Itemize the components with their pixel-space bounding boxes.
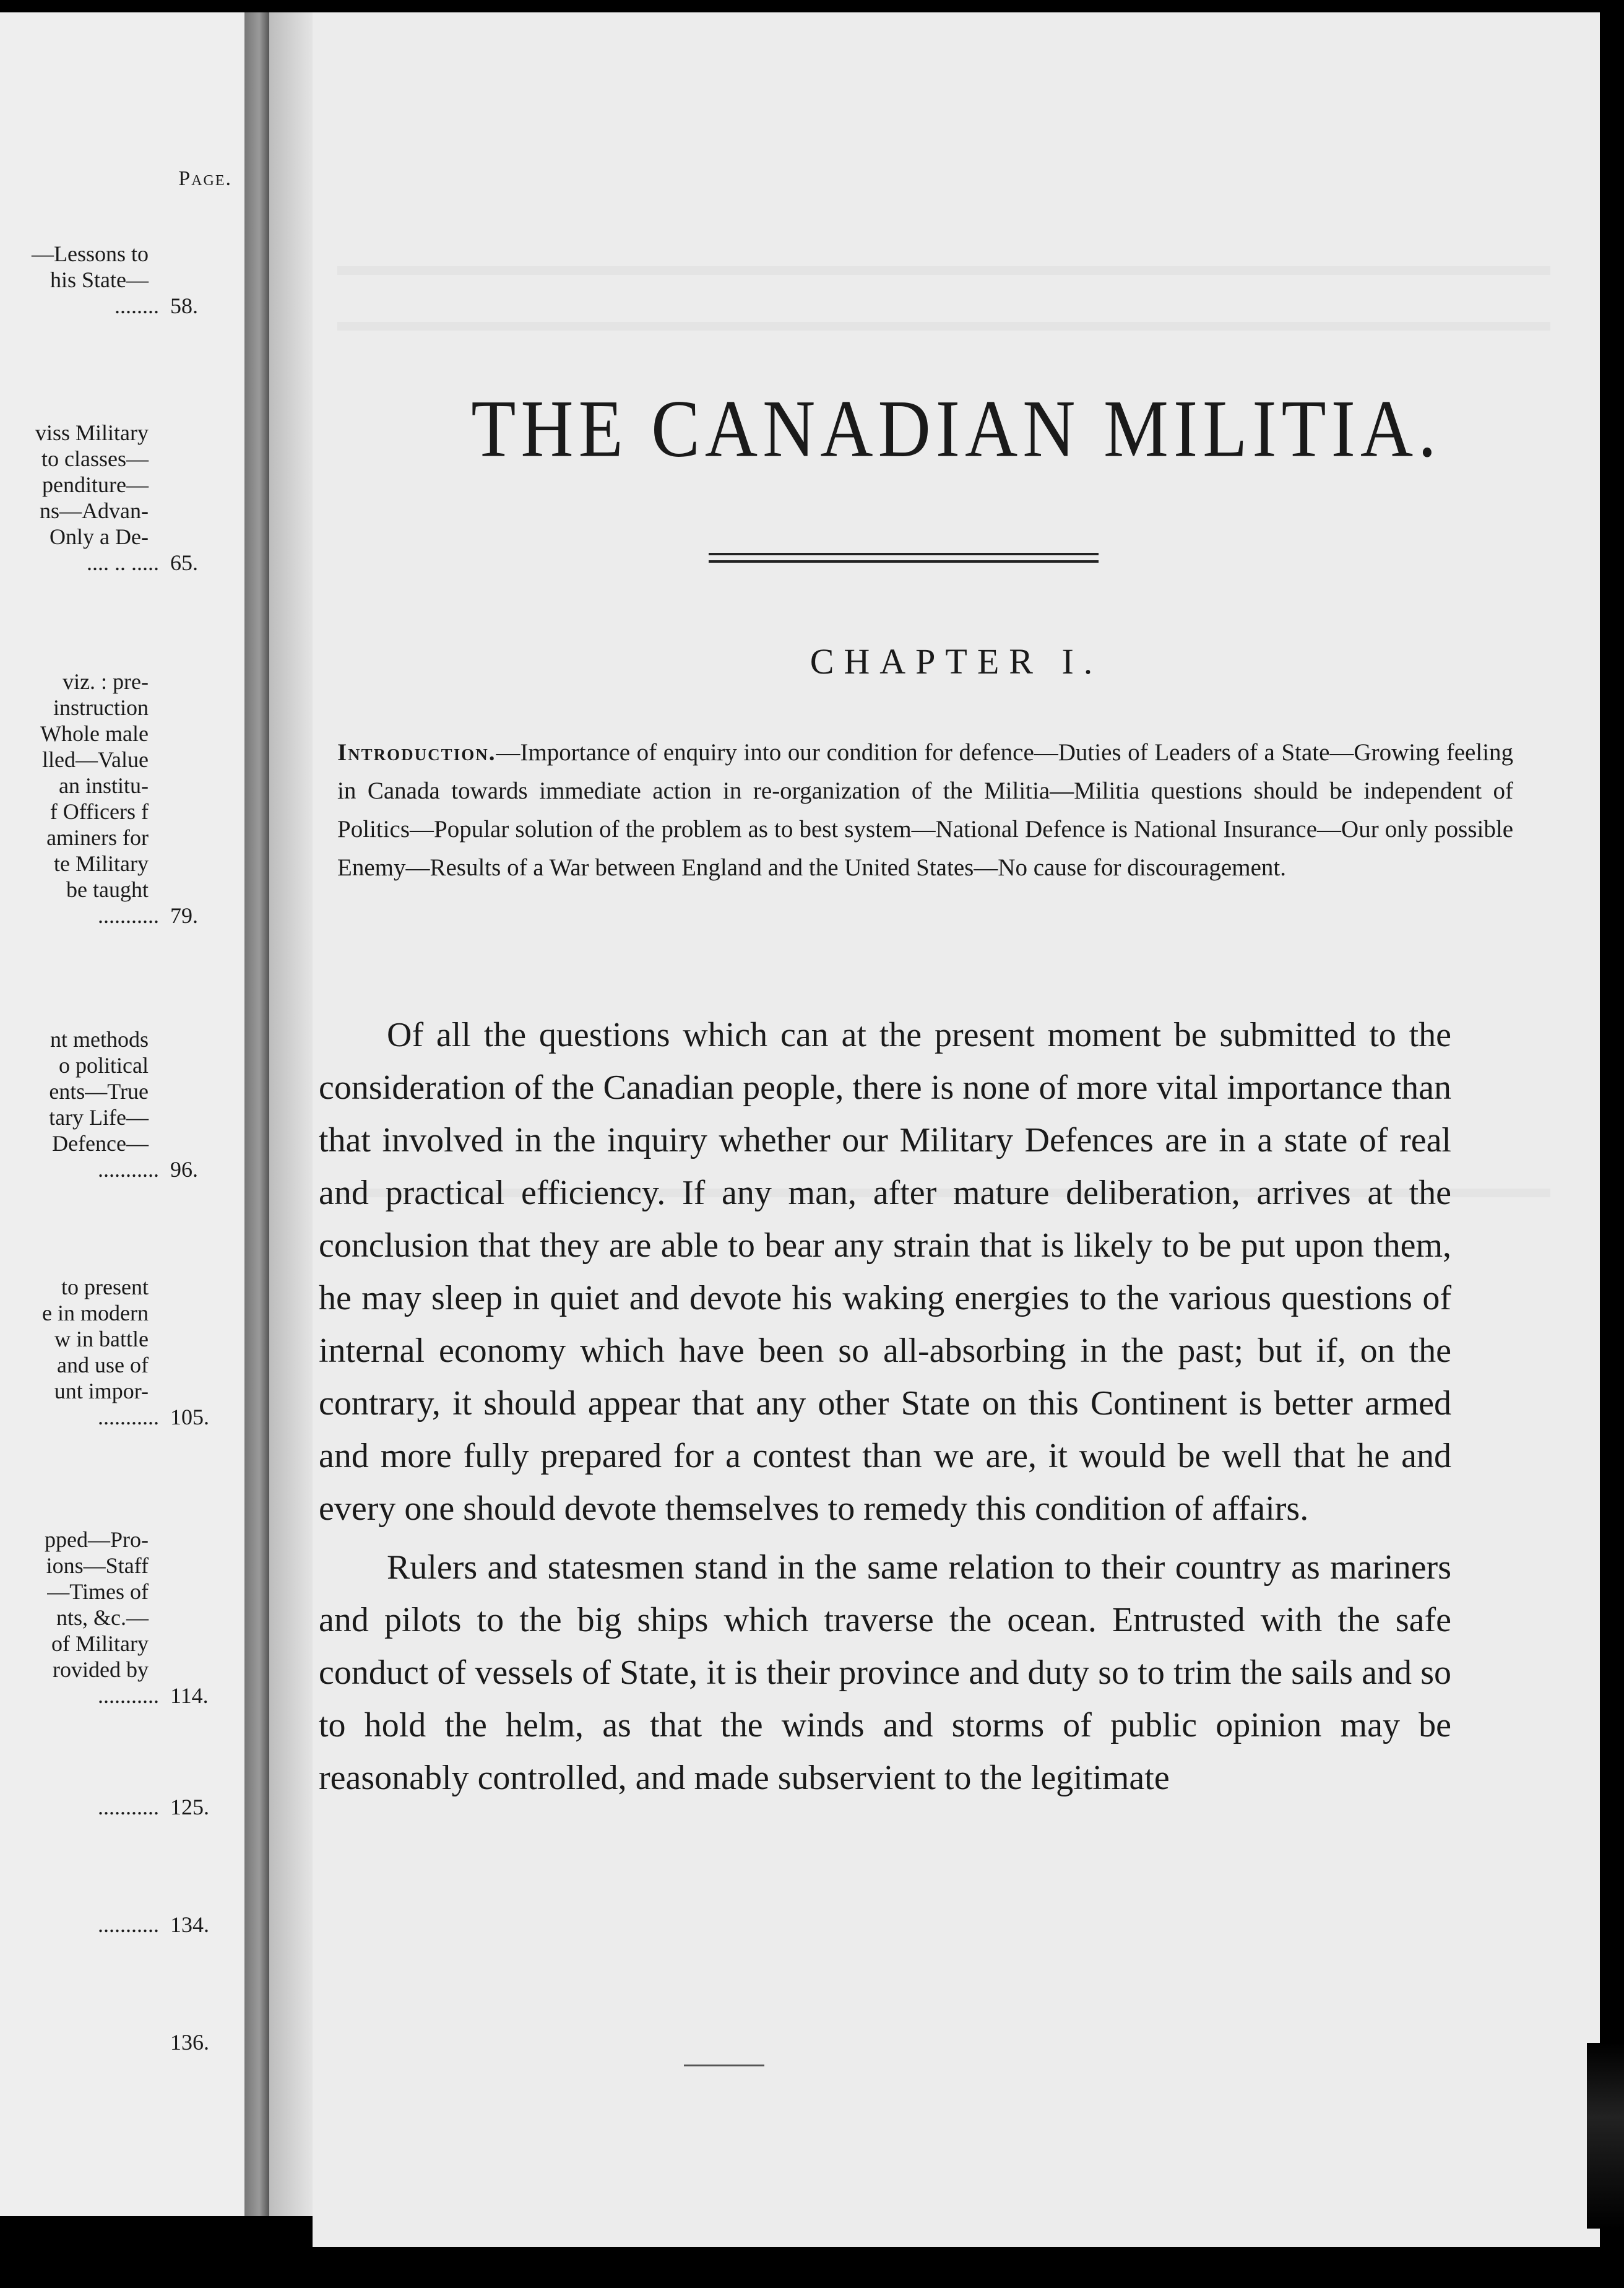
toc-page-number: 125. bbox=[170, 1795, 209, 1819]
toc-line: Only a De- bbox=[50, 524, 149, 549]
page-title: THE CANADIAN MILITIA. bbox=[471, 383, 1441, 474]
title-rule bbox=[709, 560, 1099, 563]
toc-line: rovided by bbox=[53, 1657, 149, 1682]
toc-line: instruction bbox=[53, 695, 149, 720]
toc-page-number: 105. bbox=[170, 1405, 209, 1429]
toc-line: viz. : pre- bbox=[63, 669, 149, 694]
toc-leader-row bbox=[49, 1156, 244, 1182]
toc-page-number: 58. bbox=[170, 293, 198, 318]
toc-line: of Military bbox=[51, 1631, 149, 1656]
toc-entry bbox=[45, 1527, 244, 1709]
toc-line: —Lessons to bbox=[32, 241, 149, 266]
toc-line: nt methods bbox=[50, 1027, 149, 1052]
title-rule bbox=[709, 553, 1099, 555]
toc-page-number: 79. bbox=[170, 903, 198, 928]
toc-line: ents—True bbox=[49, 1079, 149, 1104]
toc-line: to classes— bbox=[41, 446, 149, 471]
toc-line: viss Military bbox=[35, 420, 149, 445]
gutter-shadow bbox=[269, 12, 313, 2216]
paragraph: Of all the questions which can at the present moment be submitted to the consideration of the Canadian people, there is none of more vital importance than that involved in the inquiry whether our Military Defences are in a state of real and practical efficiency. If any man, after mature deliberation, arrives at the conclusion that they are able to bear any strain that is likely to be put upon them, he may sleep in quiet and devote his waking energies to the various questions of internal economy which have been so all-absorbing in the past; but if, on the contrary, it should appear that any other State on this Continent is better armed and more fully prepared for a contest than we are, it would be well that he and every one should devote themselves to remedy this condition of affairs. bbox=[319, 1016, 1451, 1528]
toc-line: and use of bbox=[57, 1353, 149, 1377]
toc-line: his State— bbox=[50, 267, 149, 292]
toc-line: be taught bbox=[66, 877, 149, 902]
toc-leader-row bbox=[98, 1912, 244, 1938]
toc-line: aminers for bbox=[46, 825, 149, 850]
toc-entry bbox=[98, 1794, 244, 1820]
toc-line: lled—Value bbox=[42, 747, 149, 772]
summary-lead: Introduction. bbox=[337, 739, 496, 766]
toc-page-number: 114. bbox=[170, 1683, 209, 1708]
toc-leader-dots: ........... bbox=[98, 1912, 159, 1937]
toc-leader-row bbox=[159, 2029, 244, 2055]
toc-line: o political bbox=[59, 1053, 149, 1078]
toc-leader-row bbox=[98, 1794, 244, 1820]
toc-leader-row bbox=[35, 550, 244, 576]
toc-line: tary Life— bbox=[49, 1105, 149, 1130]
show-through bbox=[337, 322, 1550, 331]
toc-line: an institu- bbox=[59, 773, 149, 798]
toc-page-number: 136. bbox=[170, 2030, 209, 2055]
toc-line: Defence— bbox=[52, 1131, 149, 1156]
toc-line: Whole male bbox=[40, 721, 149, 746]
scan-edge bbox=[1587, 2043, 1624, 2229]
main-page bbox=[313, 12, 1600, 2247]
toc-entry bbox=[98, 1912, 244, 1938]
toc-entry bbox=[42, 1274, 244, 1430]
toc-leader-dots: ........... bbox=[98, 1795, 159, 1819]
toc-page-number: 96. bbox=[170, 1157, 198, 1182]
chapter-heading: CHAPTER I. bbox=[810, 641, 1103, 682]
toc-line: e in modern bbox=[42, 1301, 149, 1325]
show-through bbox=[337, 266, 1550, 275]
toc-leader-dots: ........... bbox=[98, 1683, 159, 1708]
toc-entry bbox=[159, 2029, 244, 2055]
summary-text: —Importance of enquiry into our condition for defence—Duties of Leaders of a State—Growing feeling in Canada towards immediate action in re-organization of the Militia—Militia questions should be independent of Politics—Popular solution of the problem as to best system—National Defence is National Insurance—Our only possible Enemy—Results of a War between England and the United States—No cause for discouragement. bbox=[337, 739, 1513, 881]
toc-leader-row bbox=[32, 293, 244, 319]
toc-leader-dots: .... .. ..... bbox=[87, 550, 159, 575]
toc-line: pped—Pro- bbox=[45, 1527, 149, 1552]
toc-leader-dots: ........... bbox=[98, 1405, 159, 1429]
page-bottom-mark bbox=[684, 2065, 764, 2066]
toc-entry bbox=[49, 1026, 244, 1182]
toc-entry bbox=[35, 420, 244, 576]
toc-leader-row bbox=[42, 1404, 244, 1430]
toc-line: unt impor- bbox=[54, 1379, 149, 1403]
toc-line: ions—Staff bbox=[46, 1553, 149, 1578]
toc-line: w in battle bbox=[54, 1327, 149, 1351]
toc-page-header: Page. bbox=[178, 167, 232, 190]
toc-line: penditure— bbox=[42, 472, 149, 497]
toc-leader-dots: ........ bbox=[114, 293, 159, 318]
toc-leader-dots: ........... bbox=[98, 1157, 159, 1182]
toc-leader-dots: ........... bbox=[98, 903, 159, 928]
toc-entry bbox=[32, 241, 244, 319]
toc-line: f Officers f bbox=[50, 799, 149, 824]
toc-line: ns—Advan- bbox=[40, 498, 149, 523]
toc-leader-row bbox=[40, 903, 244, 929]
left-page bbox=[0, 12, 244, 2216]
toc-line: —Times of bbox=[47, 1579, 149, 1604]
body-text bbox=[319, 1009, 1451, 1811]
toc-line: to present bbox=[61, 1275, 149, 1299]
toc-line: te Military bbox=[54, 851, 149, 876]
toc-entry bbox=[40, 669, 244, 929]
toc-line: nts, &c.— bbox=[56, 1605, 149, 1630]
chapter-summary bbox=[337, 734, 1513, 887]
toc-page-number: 65. bbox=[170, 550, 198, 575]
toc-page-number: 134. bbox=[170, 1912, 209, 1937]
book-gutter bbox=[244, 12, 269, 2216]
paragraph: Rulers and statesmen stand in the same relation to their country as mariners and pilots to the big ships which traverse the ocean. Entrusted with the safe conduct of vessels of State, it is their province and duty so to trim the sails and so to hold the helm, as that the winds and storms of public opinion may be reasonably controlled, and made subservient to the legitimate bbox=[319, 1548, 1451, 1797]
toc-leader-row bbox=[45, 1683, 244, 1709]
